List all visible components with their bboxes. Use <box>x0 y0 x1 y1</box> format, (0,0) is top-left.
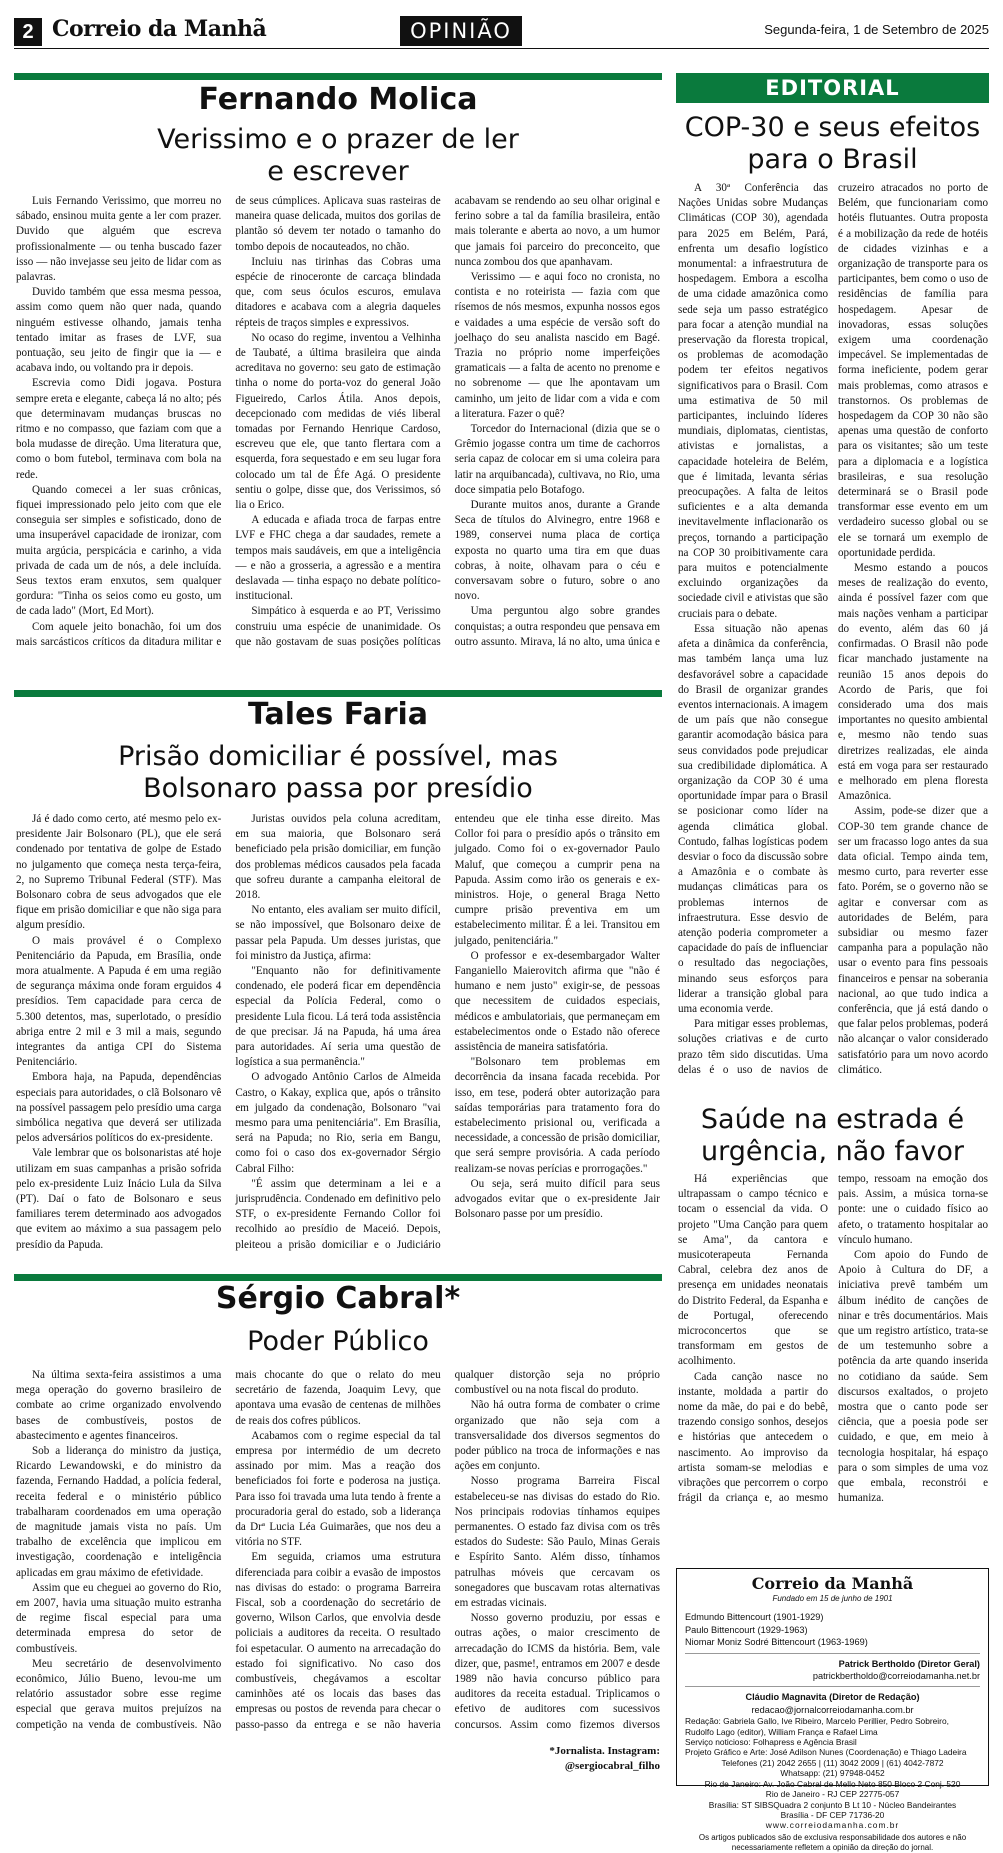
contact-line: Telefones (21) 2042 2655 | (11) 3042 2009 | (61) 4042-7872 <box>721 1757 944 1768</box>
paragraph: Durante muitos anos, durante a Grande Seca de títulos do Alvinegro, entre 1968 e 1989, conservei numa placa de cortiça exposta no quarto uma tira em que duas cobras, à noite, olhavam para o céu e conversavam sobre o futuro, sobre o ano novo. <box>454 499 660 603</box>
paragraph: Simpático à esquerda e ao PT, Verissimo construiu uma espécie de unanimidade. Os que não gostavam de suas posições políticas acabavam se rendendo ao seu olhar original e ferino sobre a tal da família brasileira, então mais tolerante e aberta ao novo, a um humor que jamais foi parceiro do preconceito, que nunca zombou dos que apanhavam. <box>235 195 660 648</box>
paragraph: A 30ª Conferência das Nações Unidas sobre Mudanças Climáticas (COP 30), agendada para 2025 em Belém, Pará, enfrenta um desafio logístico monumental: a infraestrutura de hospedagem. Embora a escolha de uma cidade amazônica como sede seja um passo estratégico para focar a atenção mundial na preservação da floresta tropical, os problemas de acomodação podem ter efeitos negativos significativos para o Brasil. Com uma estimativa de 50 mil participantes, incluindo líderes mundiais, diplomatas, cientistas, ativistas e jornalistas, a capacidade hoteleira de Belém, que é limitada, levanta sérias preocupações. A falta de leitos suficientes e a alta demanda inevitavelmente inflacionarão os preços, tornando a participação na COP 30 proibitivamente cara para muitos e potencialmente excluindo organizações da sociedade civil e ativistas que são cruciais para o debate. <box>678 182 828 620</box>
page-number: 2 <box>14 18 42 46</box>
paragraph: Duvido também que essa mesma pessoa, assim como quem não quer nada, quando ninguém estivesse olhando, jamais tenha tentado imitar as frases de LVF, sua pontuação, seu jeito de fingir que ia — e acabava indo, ou voltando pra ir depois. <box>16 286 222 375</box>
paragraph: No ocaso do regime, inventou a Velhinha de Taubaté, a última brasileira que ainda acreditava no governo: seu gato de estimação tinha o nome do porta-voz do general João Figueiredo, Carlos Átila. Anos depois, decepcionado com medidas de viés liberal tomadas por Fernando Henrique Cardoso, escreveu que ele, que tanto flertara com a esquerda, fora sequestado e em seu lugar fora colocado um tal de Éfe Agá. O presidente sentiu o golpe, disse que, dos Verissimos, só lia o Erico. <box>235 331 441 512</box>
paragraph: O mais provável é o Complexo Penitenciário da Papuda, em Brasília, onde mora atualmente. A Papuda é em uma região de segurança máxima onde foram erguidos 4 presídios. Tem capacidade para cerca de 5.300 detentos, mas, superlotado, o presídio abriga entre 2 mil e 3 mil a mais, segundo integrantes da antiga CPI do Sistema Penitenciário. <box>16 934 222 1069</box>
paragraph: Ou seja, será muito difícil para seus advogados evitar que o ex-presidente Jair Bolsonaro passe por um presídio. <box>454 1177 660 1221</box>
founder-line: Paulo Bittencourt (1929-1963) <box>685 1624 808 1635</box>
paragraph: Embora haja, na Papuda, dependências especiais para autoridades, o clã Bolsonaro vê na possível passagem pelo presídio uma carga simbólica negativa que deverá ser utilizada pelos adversários políticos do ex-presidente. <box>16 1071 222 1145</box>
address-line: Rio de Janeiro - RJ CEP 22775-057 <box>765 1789 900 1800</box>
paragraph: Na última sexta-feira assistimos a uma mega operação do governo brasileiro de combate ao crime organizado envolvendo bases de combustíveis, postos de abastecimento e agentes financeiros. <box>16 1369 222 1442</box>
director-email: patrickbertholdo@correiodamanha.net.br <box>812 1671 980 1682</box>
paragraph: Com apoio do Fundo de Apoio à Cultura do DF, a iniciativa prevê também um álbum inédito de canções de ninar e três documentários. Mais que um registro artístico, trata-se de um testemunho sobre a potência da arte quando inserida no cotidiano da saúde. Sem discursos exaltados, o projeto mostra que o canto pode ser ciência, que a poesia pode ser cuidado, e que, em meio à tecnologia hospitalar, há espaço para o som simples de uma voz que embala, reconstrói e humaniza. <box>838 1249 988 1505</box>
article-body <box>16 812 660 1262</box>
paragraph: Luis Fernando Verissimo, que morreu no sábado, ensinou muita gente a ler com prazer. Duvido que alguém que escreva profissionalmente — ou tenha buscado fazer isso — não invejasse seu jeito de lidar com as palavras. <box>16 195 222 284</box>
section-bar <box>14 1274 662 1281</box>
paragraph: "É assim que determinam a lei e a jurisprudência. Condenado em definitivo pelo STF, o ex-presidente Fernando Collor foi recolhido ao presídio de Maceió. Depois, pleiteou a prisão domiciliar e o Judiciário entendeu que ele tinha esse direito. Mas Collor foi para o presídio após o trânsito em julgado. Como foi o ex-governador Paulo Maluf, que começou a cumprir pena na Papuda. Assim como irão os generais e ex-ministros. Hoje, o general Braga Netto cumpre prisão preventiva em um estabelecimento militar. É a lei. Transitou em julgado, penitenciária." <box>235 813 660 1251</box>
paragraph: Não há outra forma de combater o crime organizado que não seja com a transversalidade dos diversos segmentos do poder público na troca de informações e nas ações em conjunto. <box>454 1399 660 1473</box>
paragraph: "Bolsonaro tem problemas em decorrência da insana facada recebida. Por isso, em tese, poderá obter autorização para saídas temporárias para tratamento fora do estabelecimento prisional ou, verificada a necessidade, a concessão de prisão domiciliar, que será sempre provisória. A cada período realizam-se novas perícias e prorrogações." <box>454 1056 660 1175</box>
header-rule <box>14 48 989 49</box>
paragraph: Nosso programa Barreira Fiscal estabeleceu-se nas divisas do estado do Rio. Nos principais rodovias tínhamos equipes permanentes. O estado faz divisa com os três estados do Sudeste: São Paulo, Minas Gerais e Espírito Santo. Além disso, tínhamos patrulhas móveis que cercavam os sonegadores que buscavam rotas alternativas em estradas vicinais. <box>454 1475 660 1610</box>
paragraph: Nosso governo produziu, por essas e outras ações, o maior crescimento de arrecadação do ICMS da história. Bem, vale dizer, que, pasme!, entramos em 2007 e desde 1989 não havia concurso público para auditores da receita estadual. Triplicamos o efetivo de auditores com sucessivos concursos. Assim como fizemos diversos <box>454 1612 660 1731</box>
paragraph: Já é dado como certo, até mesmo pelo ex-presidente Jair Bolsonaro (PL), que ele será condenado por tentativa de golpe de Estado no julgamento que começa nesta terça-feira, 2, no Supremo Tribunal Federal (STF). Mas Bolsonaro cobra de seus advogados que ele fique em prisão domiciliar e que não siga para algum presídio. <box>16 813 222 932</box>
author-name: Fernando Molica <box>198 82 478 117</box>
article-headline: Saúde na estrada é urgência, não favor <box>700 1104 965 1167</box>
editorial-tag: EDITORIAL <box>676 73 989 103</box>
editor-email: redacao@jornalcorreiodamanha.com.br <box>751 1704 914 1715</box>
founder-line: Edmundo Bittencourt (1901-1929) <box>685 1612 824 1623</box>
section-bar <box>14 690 662 697</box>
author-name: Sérgio Cabral* <box>215 1281 461 1316</box>
paragraph: Com aquele jeito bonachão, foi um dos mais sarcásticos críticos da ditadura militar e de seus cúmplices. Aplicava suas rasteiras de maneira quase delicada, muitos dos gorilas de plantão só devem ter notado o tamanho do tombo depois de nocauteados, no chão. <box>16 195 441 648</box>
article-headline: Prisão domiciliar é possível, mas Bolsonaro passa por presídio <box>118 741 558 804</box>
address-line: Brasília - DF CEP 71736-20 <box>780 1809 885 1820</box>
paragraph: Acabamos com o regime especial da tal empresa por intermédio de um decreto assinado por mim. Mas a reação dos beneficiados foi forte e poderosa na justiça. Para isso foi travada uma luta tendo à frente a procuradoria geral do estado, sob a liderança da Drª Lucia Léa Guimarães, que nos deu a vitória no STF. <box>235 1429 441 1549</box>
paragraph: O professor e ex-desembargador Walter Fanganiello Maierovitch afirma que "não é humano e nem justo" exigir-se, de pessoas que necessitem de cuidados especiais, médicos e ambulatoriais, que permaneçam em estabelecimentos onde o Estado não oferece assistência de maneira satisfatória. <box>454 949 660 1054</box>
staff-line: Serviço noticioso: Folhapress e Agência Brasil <box>685 1737 857 1748</box>
author-name: Tales Faria <box>247 697 429 732</box>
editorial-headline: COP-30 e seus efeitos para o Brasil <box>684 112 981 175</box>
section-tag: OPINIÃO <box>400 16 522 46</box>
paragraph: Uma perguntou algo sobre grandes conquistas; a outra respondeu que pensava em outro assunto. Mirava, lá no alto, uma única e <box>454 605 660 648</box>
author-signoff <box>470 1744 660 1774</box>
paragraph: Cada canção nasce no instante, moldada a partir do nome da mãe, do pai e do bebê, trazendo consigo sonhos, desejos e histórias que antecedem o nascimento. Ao improviso da artista somam-se melodias e vibrações que percorrem o corpo frágil da criança e, ao mesmo tempo, ressoam na emoção dos pais. Assim, a música torna-se ponte: une o cuidado físico ao afeto, o tratamento hospitalar ao vínculo humano. <box>678 1173 988 1505</box>
expedient-box <box>676 1568 989 1852</box>
address-line: Rio de Janeiro: Av. João Cabral de Mello Neto 850 Bloco 2 Conj. 520 <box>704 1778 961 1789</box>
paragraph: O advogado Antônio Carlos de Almeida Castro, o Kakay, explica que, após o trânsito em julgado da condenação, Bolsonaro "vai mesmo para uma penitenciária". Em Brasília, será na Papuda; no Rio, seria em Bangu, como foi o caso dos ex-governador Sérgio Cabral Filho: <box>235 1071 441 1175</box>
paragraph: Escrevia como Didi jogava. Postura sempre ereta e elegante, cabeça lá no alto; pés que determinavam mudanças bruscas no ritmo e no compasso, que faziam com que a bola mudasse de direção. Uma literatura que, como o bom futebol, terminava com bola na rede. <box>16 377 222 481</box>
signoff-handle: @sergiocabral_filho <box>564 1760 660 1772</box>
paragraph: Juristas ouvidos pela coluna acreditam, em sua maioria, que Bolsonaro será beneficiado pela prisão domiciliar, em função dos problemas médicos causados pela facada que sofreu durante a campanha eleitoral de 2018. <box>235 813 441 902</box>
paragraph: "Enquanto não for definitivamente condenado, ele poderá ficar em dependência especial da Polícia Federal, como o presidente Lula ficou. Lá terá toda assistência de que precisar. Já na Papuda, há uma área para autoridades. Aí seria uma questão de logística a sua permanência." <box>235 965 441 1069</box>
paragraph: Em seguida, criamos uma estrutura diferenciada para coibir a evasão de impostos nas divisas do estado: o programa Barreira Fiscal, sob a coordenação do secretário de governo, Wilson Carlos, que envolvia desde policiais a auditores da receita. O resultado foi espetacular. O aumento na arrecadação do estado foi significativo. No caso dos combustíveis, chegávamos a escoltar caminhões até os locais das bases das empresas ou postos de revenda para checar o passo-passo da entrega e se não haveria qualquer distorção seja no próprio combustível ou na nota fiscal do produto. <box>235 1369 660 1731</box>
article-body <box>16 194 660 658</box>
paragraph: Incluiu nas tirinhas das Cobras uma espécie de rinoceronte de carcaça blindada que, com seus óculos escuros, emulava ditadores e acabava com a alegria daqueles répteis de traços simples e expressivos. <box>235 255 441 329</box>
paragraph: Há experiências que ultrapassam o campo técnico e tocam o essencial da vida. O projeto "Uma Canção para quem se Ama", da cantora e musicoterapeuta Fernanda Cabral, celebra dez anos de presença em unidades neonatais do Distrito Federal, da Espanha e de Portugal, oferecendo microconcertos que se transformam em gestos de acolhimento. <box>678 1173 828 1368</box>
paragraph: Mesmo estando a poucos meses de realização do evento, ainda é possível fazer com que mais nações venham a participar do evento, além das 60 já confirmadas. O Brasil não pode ficar manchado justamente na reunião 15 anos depois do Acordo de Paris, que foi considerado uma dos mais importantes no quesito ambiental e, mesmo não tendo suas diretrizes realizadas, ele ainda está em voga para ser restaurado e melhorado em plena floresta Amazônica. <box>838 562 988 803</box>
paragraph: Essa situação não apenas afeta a dinâmica da conferência, mas também lança uma luz desfavorável sobre a capacidade do Brasil de organizar grandes eventos internacionais. A imagem de um país que não consegue garantir acomodação básica para seus convidados pode prejudicar sua credibilidade diplomática. A organização da COP 30 é uma oportunidade ímpar para o Brasil se posicionar como líder na agenda climática global. Contudo, falhas logísticas podem desviar o foco da discussão sobre a Amazônia e o combate às mudanças climáticas para os problemas internos de infraestrutura. Esse desvio de atenção poderia comprometer a capacidade do país de influenciar o resultado das negociações, minando seus esforços para liderar a transição global para uma economia verde. <box>678 622 828 1015</box>
article-body <box>678 1172 988 1560</box>
paragraph: Torcedor do Internacional (dizia que se o Grêmio jogasse contra um time de cachorros seria capaz de colocar em si uma coleira para latir na arquibancada), cultivava, no Rio, uma doce simpatia pelo Botafogo. <box>454 423 660 496</box>
paragraph: A educada e afiada troca de farpas entre LVF e FHC chega a dar saudades, remete a tempos mais saudáveis, em que a inteligência — e não a grosseria, a agressão e a mentira deslavada — tinha espaço no debate político-institucional. <box>235 514 441 603</box>
website-link[interactable]: www.correiodamanha.com.br <box>765 1820 900 1831</box>
editor-line: Cláudio Magnavita (Diretor de Redação) <box>745 1692 920 1703</box>
founder-line: Niomar Moniz Sodré Bittencourt (1963-1969) <box>685 1637 868 1648</box>
staff-line: Projeto Gráfico e Arte: José Adilson Nunes (Coordenação) e Thiago Ladeira <box>685 1747 967 1758</box>
staff-line: Redação: Gabriela Gallo, Ive Ribeiro, Marcelo Perillier, Pedro Sobreiro, Rudolfo Lago (editor), William França e Rafael Lima <box>685 1716 949 1737</box>
editorial-body <box>678 181 988 1091</box>
expedient-founded: Fundado em 15 de junho de 1901 <box>772 1594 893 1603</box>
article-body <box>16 1368 660 1736</box>
paragraph: Assim que eu cheguei ao governo do Rio, em 2007, havia uma situação muito estranha de regime fiscal especial para uma determinada empresa do setor de combustíveis. <box>16 1581 222 1655</box>
issue-date: Segunda-feira, 1 de Setembro de 2025 <box>764 22 989 37</box>
expedient-title: Correio da Manhã <box>751 1574 914 1593</box>
paragraph: No entanto, eles avaliam ser muito difícil, se não impossível, que Bolsonaro deixe de passar pela Papuda. Um desses juristas, que foi ministro da Justiça, afirma: <box>235 904 441 962</box>
contact-line: Whatsapp: (21) 97948-0452 <box>780 1768 885 1779</box>
signoff-line: *Jornalista. Instagram: <box>549 1745 660 1757</box>
newspaper-name: Correio da Manhã <box>52 16 267 42</box>
expedient-divider <box>685 1653 980 1654</box>
article-headline: Verissimo e o prazer de ler e escrever <box>157 124 519 187</box>
paragraph: Meu secretário de desenvolvimento econômico, Júlio Bueno, levou-me um relatório assustador sobre esse regime especial que gerava muitos prejuízos na competição na venda de combustíveis. Não mais chocante do que o relato do meu secretário de fazenda, Joaquim Levy, que apontava uma evasão de centenas de milhões de reais dos cofres públicos. <box>16 1369 441 1731</box>
paragraph: Vale lembrar que os bolsonaristas até hoje utilizam em suas campanhas a prisão sofrida pelo ex-presidente Luiz Inácio Lula da Silva (PT). Daí o fato de Bolsonaro e seus familiares terem determinado aos advogados que evitem ao máximo a sua passagem pelo presídio da Papuda. <box>16 1147 222 1251</box>
paragraph: Quando comecei a ler suas crônicas, fiquei impressionado pelo jeito com que ele conseguia ser simples e sofisticado, dono de uma insuperável capacidade de ironizar, com muita argúcia, perspicácia e carinho, a vida privada de cada um de nós, a dele incluída. Seus textos eram enxutos, sem qualquer gordura: "Tinha os seios como eu gosto, um de cada lado" (Mort, Ed Mort). <box>16 483 222 618</box>
disclaimer: Os artigos publicados são de exclusiva responsabilidade dos autores e não necessariamente refletem a opinião da direção do jornal. <box>698 1832 967 1852</box>
paragraph: Assim, pode-se dizer que a COP-30 tem grande chance de ser um fracasso logo antes da sua data oficial. Tempo ainda tem, mesmo curto, para reverter esse fato. Porém, se o governo não se agitar e conversar com as autoridades de Belém, para subsidiar ou mesmo fazer campanha para a população não usar o evento para fins pessoais financeiros e pensar na soberania nacional, ao que tudo indica a conferência, que já está dando o que falar pelos problemas, poderá não alcançar o valor considerado satisfatório para um novo acordo climático. <box>838 805 988 1076</box>
expedient-divider <box>685 1686 980 1687</box>
article-headline: Poder Público <box>247 1326 429 1357</box>
director-line: Patrick Bertholdo (Diretor Geral) <box>838 1658 980 1669</box>
paragraph: Para mitigar esses problemas, soluções criativas e de curto prazo têm sido discutidas. Uma delas é o uso de navios de cruzeiro atracados no porto de Belém, que funcionariam como hotéis flutuantes. Outra proposta é a mobilização da rede de hotéis de cidades vizinhas e a organização de transporte para os participantes, bem como o uso de residências de família para hospedagem. Apesar de inovadoras, essas soluções exigem uma coordenação impecável. Se implementadas de forma ineficiente, podem gerar mais problemas, como atrasos e transtornos. Os problemas de hospedagem da COP 30 não são apenas uma questão de conforto para os visitantes; são um teste para a diplomacia e a logística brasileiras, e sua resolução determinará se o Brasil pode transformar esse evento em um verdadeiro sucesso global ou se ele se tornará um exemplo de oportunidade perdida. <box>678 182 988 1076</box>
paragraph: Sob a liderança do ministro da justiça, Ricardo Lewandowski, e do ministro da fazenda, Fernando Haddad, a polícia federal, receita federal e o ministério público trabalharam coordenados em uma operação de magnitude jamais vista no país. Um trabalho de excelência que implicou em investigação, coordenação e inteligência aplicadas em grau máximo de efetividade. <box>16 1445 222 1579</box>
address-line: Brasília: ST SIBSQuadra 2 conjunto B Lt 10 - Núcleo Bandeirantes <box>708 1799 957 1810</box>
section-bar <box>14 73 662 80</box>
paragraph: Verissimo — e aqui foco no cronista, no contista e no roteirista — fazia com que rísemos de nós mesmos, expunha nossos egos e vaidades a uma espécie de versão soft do joelhaço do seu analista nascido em Bagé. Trazia no próprio nome imperfeições gramaticais — a falta de acento no prenome e no sobrenome — que lhe apontavam um caminho, um jeito de lidar com a vida e com a literatura. Fazer o quê? <box>454 271 660 420</box>
